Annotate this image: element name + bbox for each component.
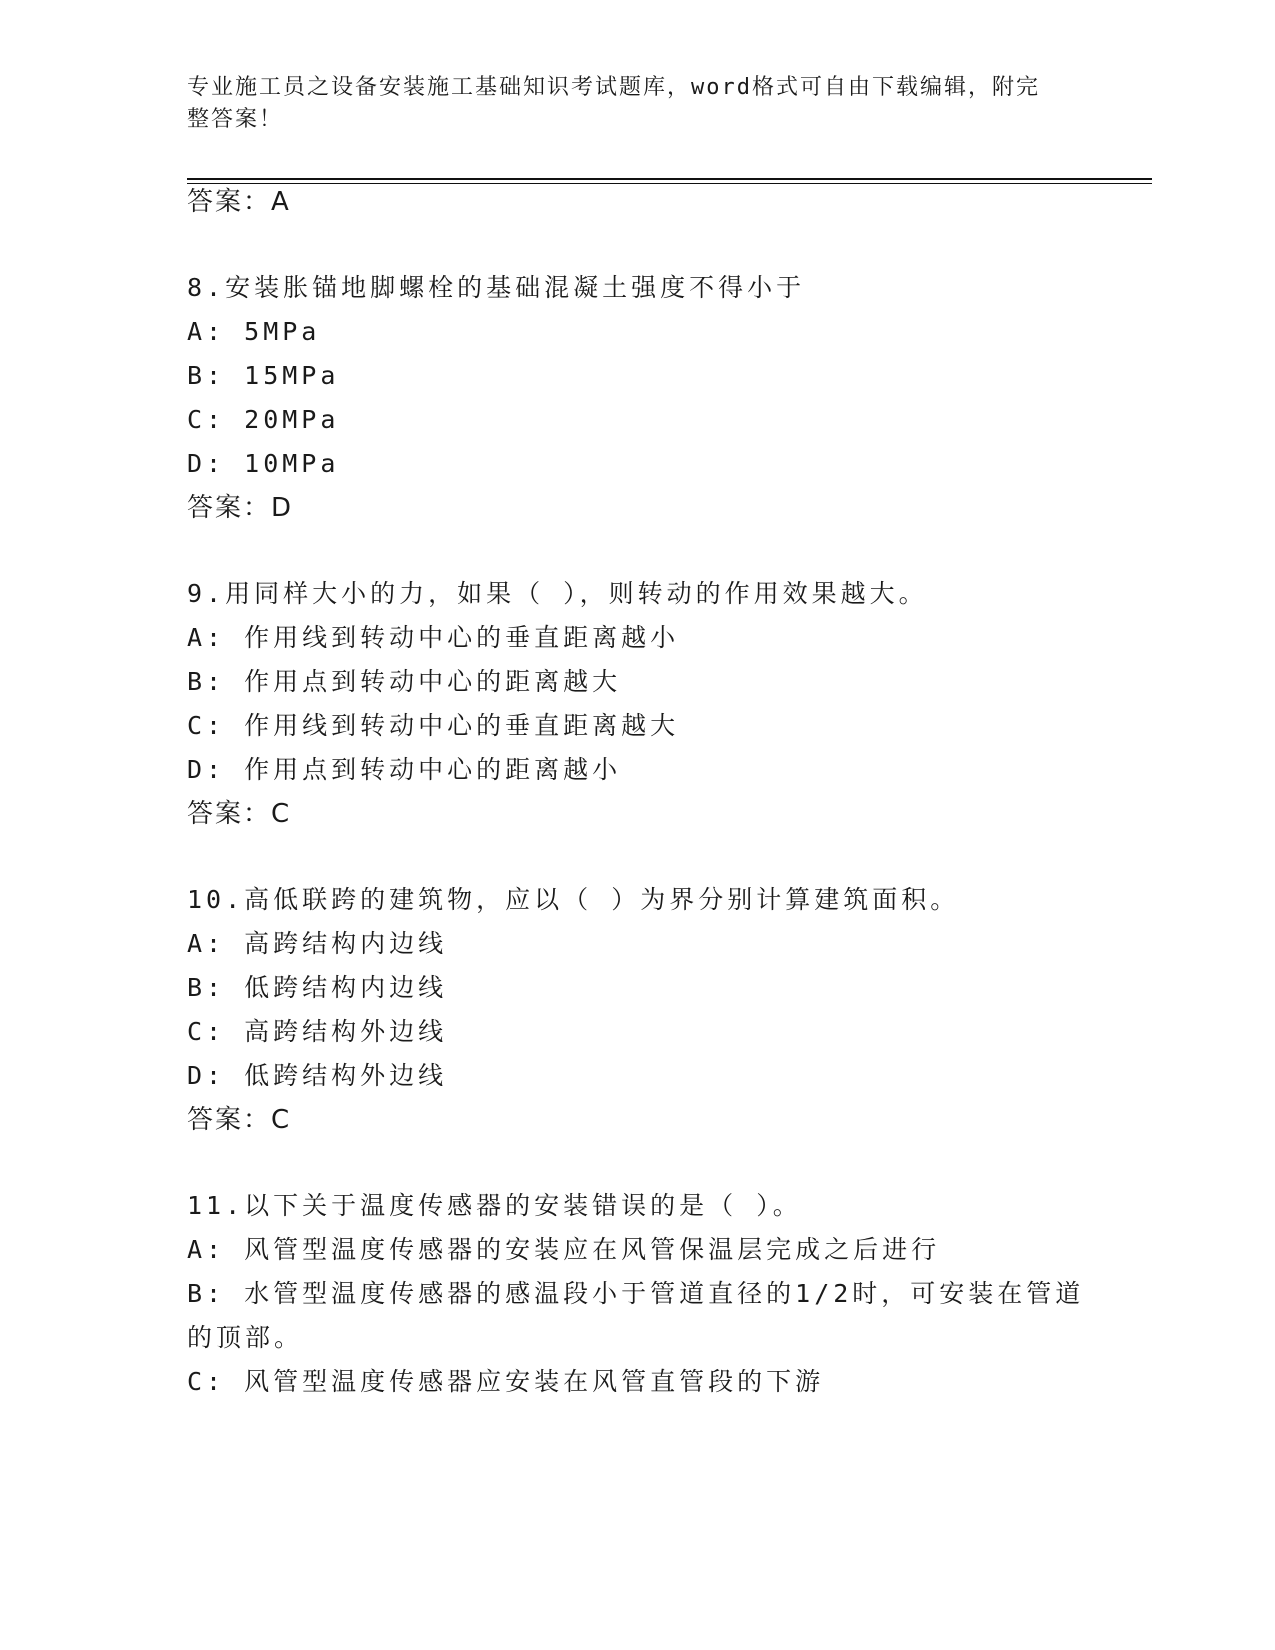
document-header <box>187 72 1067 136</box>
header-line-1: 专业施工员之设备安装施工基础知识考试题库，word格式可自由下载编辑，附完 <box>187 75 1040 100</box>
question-10-option-d: D: 低跨结构外边线 <box>187 1061 448 1090</box>
question-9-option-a: A: 作用线到转动中心的垂直距离越小 <box>187 623 680 652</box>
question-10-option-a: A: 高跨结构内边线 <box>187 929 448 958</box>
question-10-answer: 答案：C <box>187 1105 292 1135</box>
question-10-option-b: B: 低跨结构内边线 <box>187 973 448 1002</box>
header-line-2: 整答案！ <box>187 107 284 132</box>
question-9-option-c: C: 作用线到转动中心的垂直距离越大 <box>187 711 680 740</box>
question-9-option-d: D: 作用点到转动中心的距离越小 <box>187 755 622 784</box>
question-10-stem: 10.高低联跨的建筑物，应以（ ）为界分别计算建筑面积。 <box>187 885 960 914</box>
question-11-option-b-line-2: 的顶部。 <box>187 1323 304 1352</box>
question-9-option-b: B: 作用点到转动中心的距离越大 <box>187 667 622 696</box>
header-divider-thick <box>187 178 1152 180</box>
question-11-stem: 11.以下关于温度传感器的安装错误的是（ ）。 <box>187 1191 802 1220</box>
question-11-option-b-line-1: B: 水管型温度传感器的感温段小于管道直径的1/2时，可安装在管道 <box>187 1279 1085 1308</box>
question-11-option-c: C: 风管型温度传感器应安装在风管直管段的下游 <box>187 1367 825 1396</box>
question-9-stem: 9.用同样大小的力，如果（ ），则转动的作用效果越大。 <box>187 579 928 608</box>
question-9-answer: 答案：C <box>187 799 292 829</box>
question-10-option-c: C: 高跨结构外边线 <box>187 1017 448 1046</box>
question-8-option-b: B: 15MPa <box>187 361 340 390</box>
question-11-option-a: A: 风管型温度传感器的安装应在风管保温层完成之后进行 <box>187 1235 941 1264</box>
question-8-option-c: C: 20MPa <box>187 405 340 434</box>
header-divider-thin <box>187 183 1152 184</box>
question-8-answer: 答案：D <box>187 493 294 523</box>
question-8-option-d: D: 10MPa <box>187 449 340 478</box>
answer-previous: 答案：A <box>187 187 291 217</box>
question-8-stem: 8.安装胀锚地脚螺栓的基础混凝土强度不得小于 <box>187 273 806 302</box>
question-8-option-a: A: 5MPa <box>187 317 321 346</box>
